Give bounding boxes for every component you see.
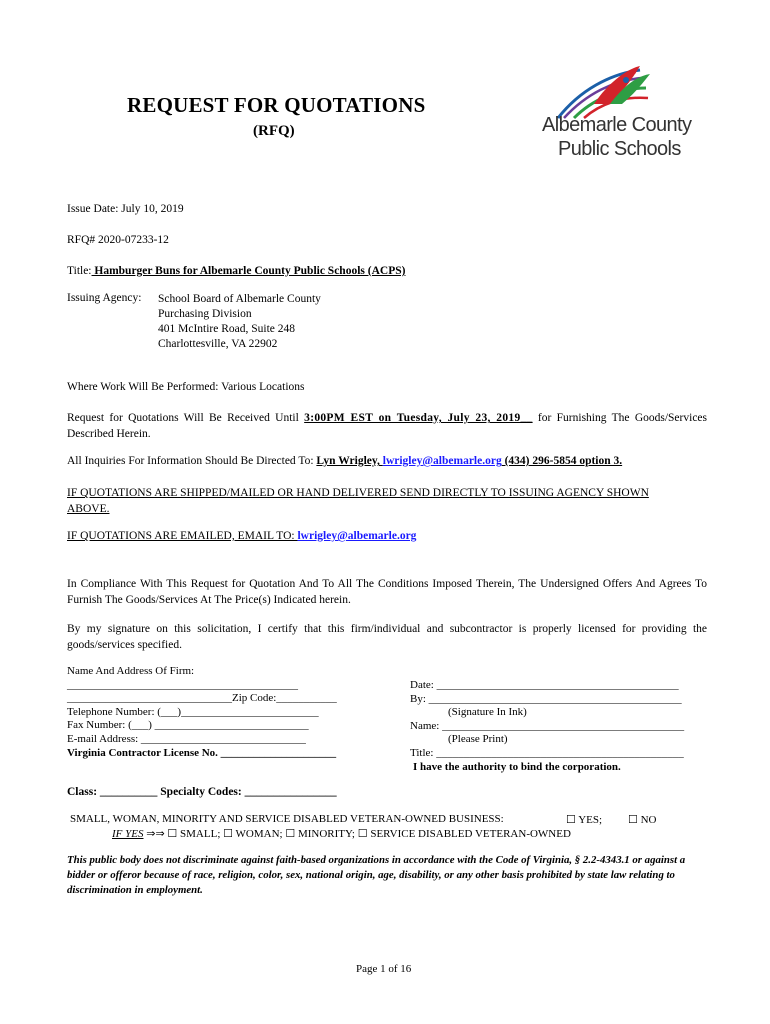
contact-phone: (434) 296-5854 option 3. — [501, 455, 623, 467]
certify-paragraph: By my signature on this solicitation, I certify that this firm/individual and subcontractor is properly licensed for providing the goods/services specified. — [67, 623, 707, 651]
business-no-checkbox[interactable]: ☐ NO — [628, 814, 657, 826]
contact-email-link[interactable]: lwrigley@albemarle.org — [382, 455, 502, 467]
authority-statement: I have the authority to bind the corporation. — [413, 760, 621, 773]
class-specialty-line[interactable]: Class: __________ Specialty Codes: ________________ — [67, 786, 337, 798]
shipped-notice: IF QUOTATIONS ARE SHIPPED/MAILED OR HAND DELIVERED SEND DIRECTLY TO ISSUING AGENCY SHOWN ABOVE. — [67, 487, 649, 515]
arrow-icon: ⇒⇒ — [143, 828, 168, 840]
signer-title-field[interactable]: Title: _____________________________________________ — [410, 746, 684, 759]
district-logo — [530, 60, 710, 166]
signature-note: (Signature In Ink) — [448, 706, 527, 719]
agency-line: Purchasing Division — [158, 308, 252, 320]
rfq-title-value: Hamburger Buns for Albemarle County Public Schools (ACPS) — [91, 265, 406, 277]
firm-email-field[interactable]: E-mail Address: ______________________________ — [67, 732, 306, 745]
emailed-notice-text: IF QUOTATIONS ARE EMAILED, EMAIL TO: — [67, 530, 298, 542]
page-number: Page 1 of 16 — [356, 963, 412, 975]
issuing-agency-label: Issuing Agency: — [67, 292, 142, 304]
rfq-number: RFQ# 2020-07233-12 — [67, 234, 169, 246]
quotation-email-link[interactable]: lwrigley@albemarle.org — [297, 530, 417, 542]
issuing-agency-address — [158, 292, 321, 352]
rfq-title — [67, 265, 405, 277]
logo-swoosh-icon — [530, 60, 710, 122]
emailed-notice — [67, 530, 416, 542]
telephone-field[interactable]: Telephone Number: (___)_________________________ — [67, 705, 319, 718]
business-classification: SMALL, WOMAN, MINORITY AND SERVICE DISABLED VETERAN-OWNED BUSINESS: — [70, 813, 504, 825]
inquiries-line — [67, 455, 622, 467]
deadline-pre: Request for Quotations Will Be Received Until — [67, 412, 305, 424]
deadline-paragraph — [67, 410, 707, 442]
agency-line: School Board of Albemarle County — [158, 293, 321, 305]
logo-text-line1: Albemarle County — [542, 114, 692, 136]
business-type-checkboxes[interactable]: ☐ SMALL; ☐ WOMAN; ☐ MINORITY; ☐ SERVICE DISABLED VETERAN-OWNED — [167, 828, 571, 840]
contact-name: Lyn Wrigley, — [316, 455, 383, 467]
print-note: (Please Print) — [448, 733, 508, 746]
business-options — [112, 827, 571, 840]
issue-date: Issue Date: July 10, 2019 — [67, 203, 184, 215]
date-field[interactable]: Date: ____________________________________________ — [410, 679, 679, 691]
page-subtitle: (RFQ) — [253, 123, 295, 139]
signature-by-field[interactable]: By: ______________________________________________ — [410, 692, 682, 705]
work-location: Where Work Will Be Performed: Various Locations — [67, 381, 305, 393]
logo-text-line2: Public Schools — [558, 138, 681, 160]
firm-name-field[interactable]: __________________________________________ — [67, 678, 298, 691]
agency-line: Charlottesville, VA 22902 — [158, 338, 278, 350]
business-yes-checkbox[interactable]: ☐ YES; — [566, 814, 603, 826]
deadline-value: 3:00PM EST on Tuesday, July 23, 2019__ — [304, 412, 533, 424]
compliance-paragraph: In Compliance With This Request for Quotation And To All The Conditions Imposed Therein, The Undersigned Offers And Agrees To Furnish The Goods/Services At The Price(s) Indicated herein. — [67, 578, 707, 606]
rfq-title-label: Title: — [67, 265, 92, 277]
non-discrimination-disclaimer: This public body does not discriminate against faith-based organizations in accordance with the Code of Virginia, § 2.2-4343.1 or against a bidder or offeror because of race, religion, color, sex, national origin, age, disability, or any other basis prohibited by state law relating to discrimination in employment. — [67, 854, 686, 896]
fax-field[interactable]: Fax Number: (___) ____________________________ — [67, 719, 309, 732]
deadline-post: for Furnishing The Goods/Services Described Herein. — [67, 412, 707, 440]
agency-line: 401 McIntire Road, Suite 248 — [158, 323, 296, 335]
firm-address-field[interactable]: ______________________________Zip Code:___________ — [67, 692, 337, 705]
inquiries-pre: All Inquiries For Information Should Be Directed To: — [67, 455, 317, 467]
firm-label: Name And Address Of Firm: — [67, 665, 195, 677]
signer-name-field[interactable]: Name: ____________________________________________ — [410, 719, 685, 732]
contractor-license-field[interactable]: Virginia Contractor License No. _____________________ — [67, 746, 337, 759]
if-yes-label: IF YES — [112, 828, 144, 840]
signature-block — [410, 679, 684, 774]
firm-info-block — [67, 665, 337, 760]
page-title: REQUEST FOR QUOTATIONS — [127, 93, 426, 117]
